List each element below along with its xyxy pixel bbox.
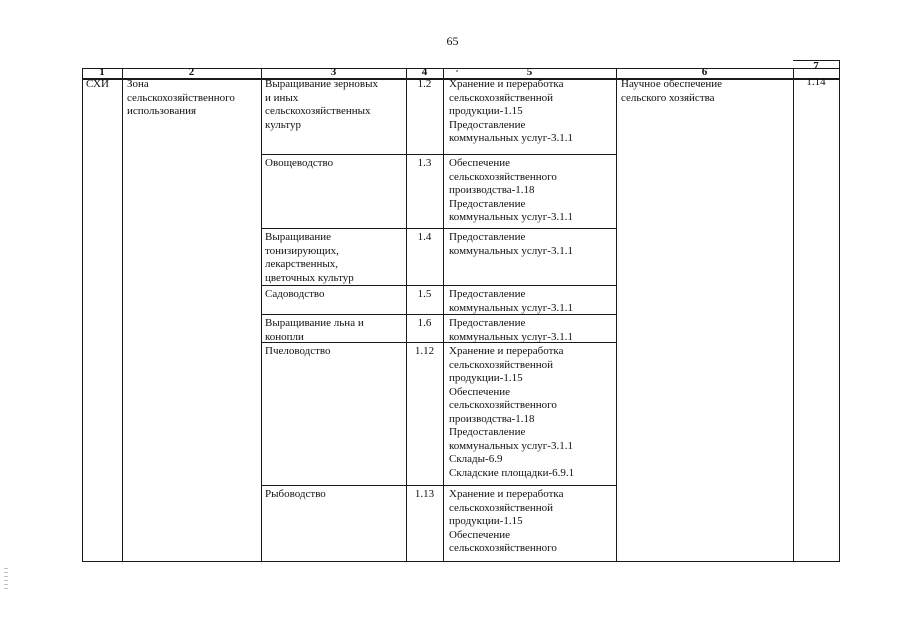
- table-left-border: [82, 68, 83, 562]
- column-header-6: 6: [701, 66, 708, 78]
- column-divider: [261, 68, 262, 562]
- column-divider: [122, 68, 123, 562]
- auxiliary-uses: Предоставление коммунальных услуг-3.1.1: [449, 288, 573, 314]
- column-header-7: 7: [813, 60, 819, 72]
- auxiliary-uses: Хранение и переработка сельскохозяйственной продукции-1.15 Обеспечение сельскохозяйственного производства-1.18 Предоставление коммунальных услуг-3.1.1 Склады-6.9 Складские площадки-6.9.1: [449, 345, 575, 479]
- column-header-5: 5: [526, 66, 533, 78]
- row-separator: [261, 485, 616, 486]
- main-use-code: 1.5: [417, 288, 432, 300]
- row-separator: [261, 154, 616, 155]
- page-number: 65: [446, 34, 459, 48]
- scan-artifact: [4, 568, 8, 590]
- scan-artifact: [456, 70, 458, 72]
- column-header-1: 1: [99, 66, 105, 78]
- table-right-border: [839, 60, 840, 562]
- auxiliary-uses: Предоставление коммунальных услуг-3.1.1: [449, 317, 573, 343]
- zone-name: Зона сельскохозяйственного использования: [127, 78, 235, 117]
- table-bottom-border: [82, 561, 840, 562]
- conditional-use-name: Научное обеспечение сельского хозяйства: [621, 78, 723, 104]
- row-separator: [261, 285, 616, 286]
- column-divider: [793, 68, 794, 562]
- column-header-2: 2: [188, 66, 195, 78]
- zone-code: СХИ: [86, 78, 109, 90]
- main-use-name: Выращивание зерновых и иных сельскохозяйственных культур: [265, 78, 379, 131]
- main-use-code: 1.12: [414, 345, 435, 357]
- main-use-name: Рыбоводство: [265, 488, 326, 500]
- main-use-name: Садоводство: [265, 288, 325, 300]
- main-use-name: Пчеловодство: [265, 345, 331, 357]
- main-use-code: 1.13: [414, 488, 435, 500]
- main-use-name: Выращивание тонизирующих, лекарственных, цветочных культур: [265, 231, 354, 284]
- column-divider: [443, 68, 444, 562]
- column-header-3: 3: [330, 66, 337, 78]
- main-use-code: 1.6: [417, 317, 432, 329]
- main-use-code: 1.4: [417, 231, 432, 243]
- main-use-name: Овощеводство: [265, 157, 334, 169]
- row-separator: [261, 228, 616, 229]
- auxiliary-uses: Хранение и переработка сельскохозяйственной продукции-1.15 Предоставление коммунальных услуг-3.1.1: [449, 78, 573, 144]
- column-divider: [616, 68, 617, 562]
- main-use-name: Выращивание льна и конопли: [265, 317, 364, 343]
- auxiliary-uses: Предоставление коммунальных услуг-3.1.1: [449, 231, 573, 257]
- auxiliary-uses: Хранение и переработка сельскохозяйственной продукции-1.15 Обеспечение сельскохозяйственного: [449, 488, 564, 554]
- auxiliary-uses: Обеспечение сельскохозяйственного производства-1.18 Предоставление коммунальных услуг-3.1.1: [449, 157, 573, 223]
- conditional-use-code: 1.14: [806, 76, 826, 88]
- main-use-code: 1.2: [417, 78, 432, 90]
- land-use-table: [82, 60, 840, 562]
- main-use-code: 1.3: [417, 157, 432, 169]
- column-header-4: 4: [421, 66, 428, 78]
